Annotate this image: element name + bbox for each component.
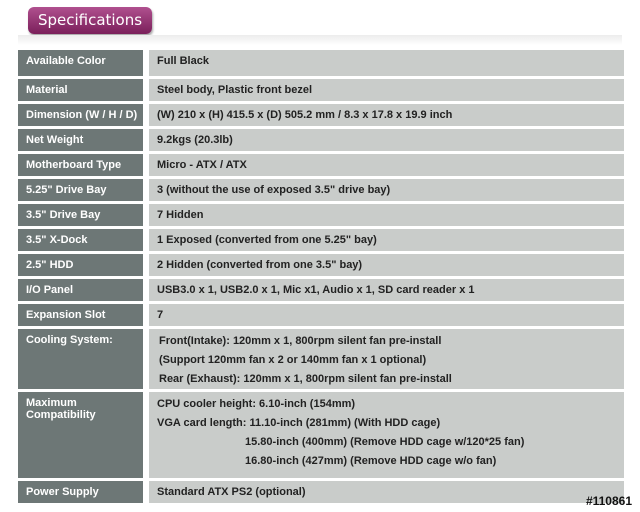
tab-underline: [18, 35, 622, 45]
spec-row-35-x-dock: [18, 229, 624, 251]
spec-row-available-color: [18, 50, 624, 76]
spec-row-io-panel: [18, 279, 624, 301]
spec-value: [149, 104, 624, 126]
spec-value: [149, 204, 624, 226]
spec-value: [149, 154, 624, 176]
spec-value-line: 16.80-inch (427mm) (Remove HDD cage w/o fan): [245, 455, 497, 467]
spec-label: Dimension (W / H / D): [18, 104, 146, 126]
spec-value-line: Rear (Exhaust): 120mm x 1, 800rpm silent fan pre-install: [159, 373, 452, 385]
spec-value: [149, 50, 624, 76]
spec-value: [149, 229, 624, 251]
spec-value-line: 7 Hidden: [157, 209, 204, 221]
spec-label: Expansion Slot: [18, 304, 146, 326]
spec-value: [149, 304, 624, 326]
spec-value: [149, 329, 624, 389]
spec-row-25-hdd: [18, 254, 624, 276]
spec-row-cooling-system: [18, 329, 624, 389]
spec-row-525-drive-bay: [18, 179, 624, 201]
spec-label: Material: [18, 79, 146, 101]
spec-value-line: Standard ATX PS2 (optional): [157, 486, 306, 498]
spec-label: Available Color: [18, 50, 146, 76]
spec-label: Power Supply: [18, 481, 146, 503]
spec-label: Motherboard Type: [18, 154, 146, 176]
spec-label: 2.5" HDD: [18, 254, 146, 276]
spec-label: I/O Panel: [18, 279, 146, 301]
specifications-tab: [28, 7, 152, 34]
spec-value-line: VGA card length: 11.10-inch (281mm) (With HDD cage): [157, 417, 441, 429]
spec-value-line: 9.2kgs (20.3lb): [157, 134, 233, 146]
spec-label: Cooling System:: [18, 329, 146, 389]
spec-value-line: Micro - ATX / ATX: [157, 159, 247, 171]
spec-value-line: 2 Hidden (converted from one 3.5" bay): [157, 259, 363, 271]
spec-value: [149, 481, 624, 503]
spec-value-line: 15.80-inch (400mm) (Remove HDD cage w/120*25 fan): [245, 436, 525, 448]
spec-value-line: Front(Intake): 120mm x 1, 800rpm silent fan pre-install: [159, 335, 442, 347]
spec-row-net-weight: [18, 129, 624, 151]
spec-row-motherboard-type: [18, 154, 624, 176]
spec-row-power-supply: [18, 481, 624, 503]
spec-value: [149, 79, 624, 101]
spec-value-line: (W) 210 x (H) 415.5 x (D) 505.2 mm / 8.3 x 17.8 x 19.9 inch: [157, 109, 453, 121]
spec-row-material: [18, 79, 624, 101]
spec-label: Maximum Compatibility: [18, 392, 146, 478]
spec-value: [149, 179, 624, 201]
spec-value-line: 1 Exposed (converted from one 5.25" bay): [157, 234, 377, 246]
spec-value-line: Steel body, Plastic front bezel: [157, 84, 313, 96]
spec-row-maximum-compatibility: [18, 392, 624, 478]
spec-value: [149, 254, 624, 276]
spec-value-line: Full Black: [157, 55, 209, 67]
spec-value: [149, 129, 624, 151]
page-title: Specifications: [37, 11, 143, 29]
spec-row-35-drive-bay: [18, 204, 624, 226]
image-id: #110861: [585, 494, 632, 508]
spec-value: [149, 279, 624, 301]
spec-value-line: 3 (without the use of exposed 3.5" drive bay): [157, 184, 391, 196]
spec-value-line: (Support 120mm fan x 2 or 140mm fan x 1 optional): [159, 354, 427, 366]
spec-label: 3.5" Drive Bay: [18, 204, 146, 226]
spec-label: 3.5" X-Dock: [18, 229, 146, 251]
spec-label: 5.25" Drive Bay: [18, 179, 146, 201]
spec-value-line: CPU cooler height: 6.10-inch (154mm): [157, 398, 356, 410]
spec-label: Net Weight: [18, 129, 146, 151]
spec-row-dimension: [18, 104, 624, 126]
spec-row-expansion-slot: [18, 304, 624, 326]
spec-value-line: USB3.0 x 1, USB2.0 x 1, Mic x1, Audio x 1, SD card reader x 1: [157, 284, 475, 296]
spec-value: [149, 392, 624, 478]
spec-value-line: 7: [157, 309, 164, 321]
